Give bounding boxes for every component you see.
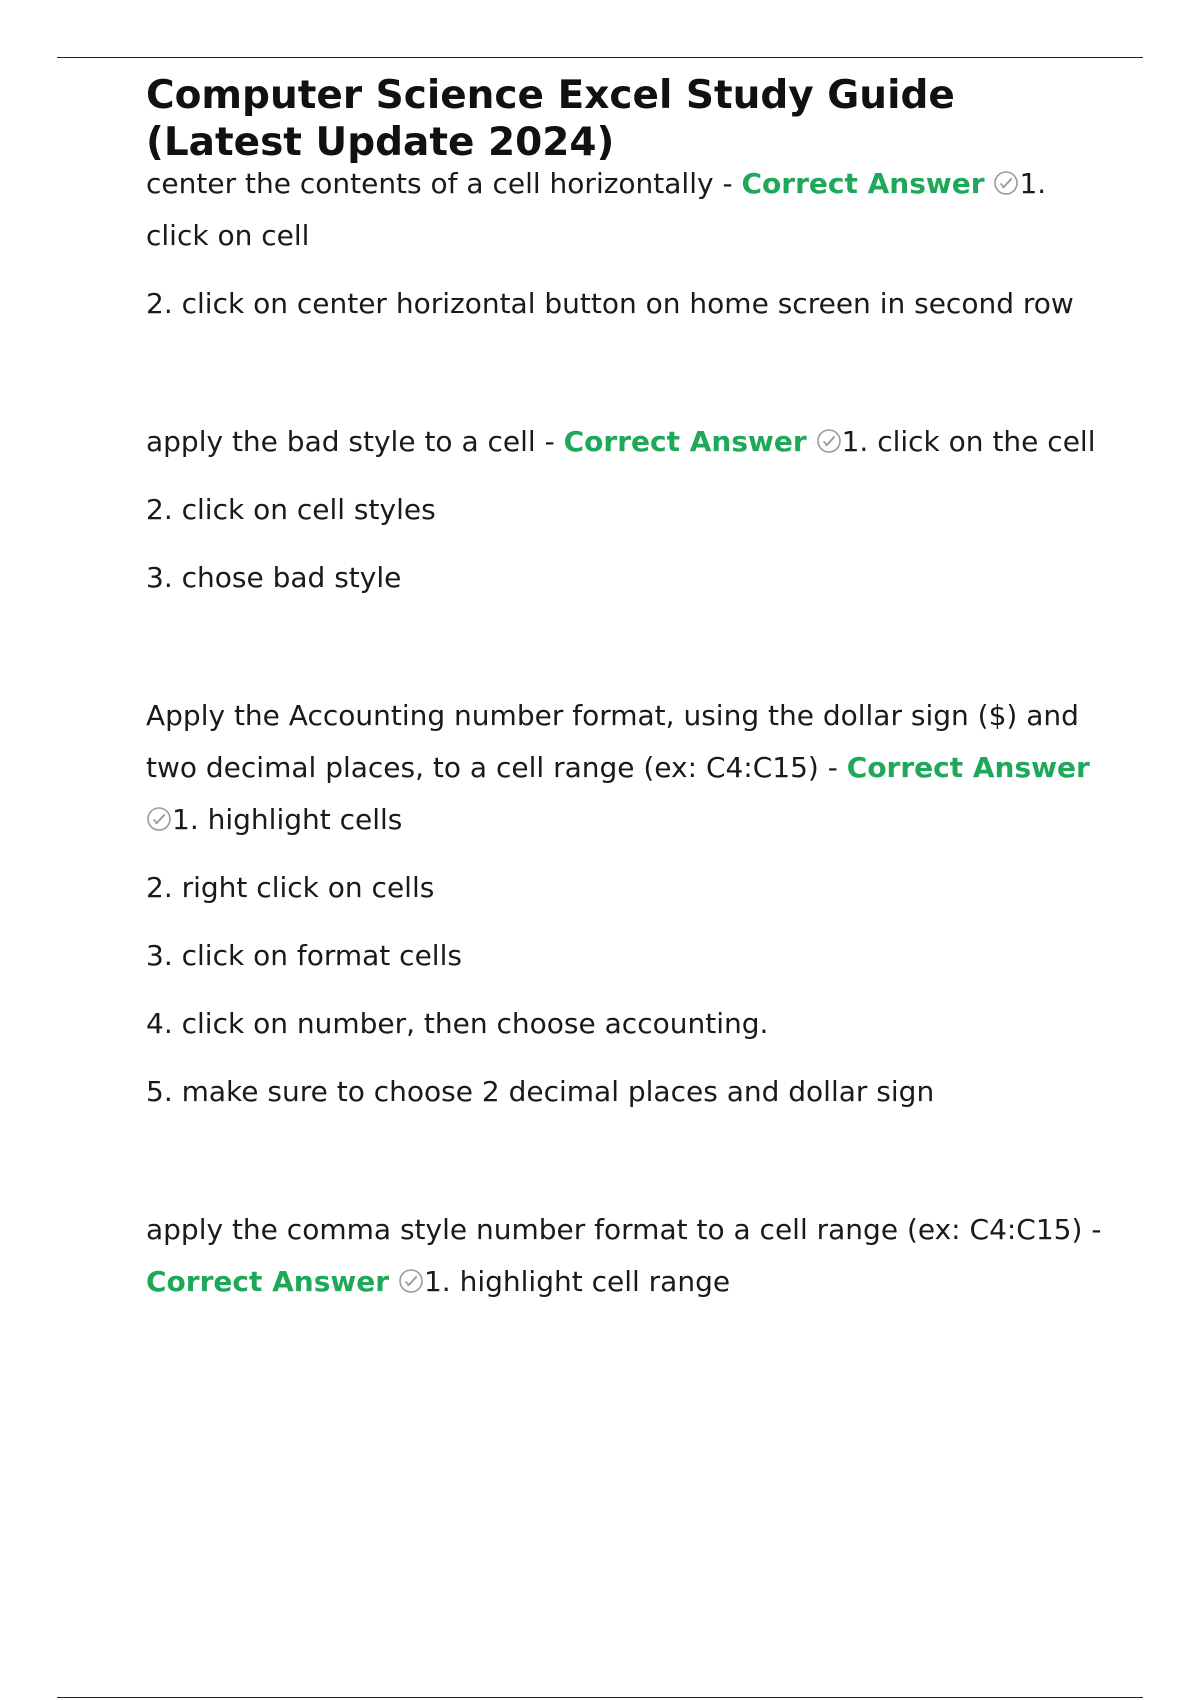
top-rule — [57, 57, 1143, 58]
question-text: apply the comma style number format to a cell range (ex: C4:C15) - — [146, 1213, 1102, 1246]
question-text: center the contents of a cell horizontally - — [146, 167, 733, 200]
page-title: Computer Science Excel Study Guide (Latest Update 2024) — [146, 73, 955, 165]
question-line — [146, 1204, 1106, 1308]
check-circle-icon — [816, 428, 842, 454]
answer-step: 1. click on the cell — [841, 425, 1096, 458]
question-line — [146, 690, 1106, 846]
correct-answer-label: Correct Answer — [741, 167, 985, 200]
question-line — [146, 158, 1106, 262]
correct-answer-label: Correct Answer — [146, 1265, 390, 1298]
answer-step: 3. chose bad style — [146, 561, 402, 594]
check-circle-icon — [993, 170, 1019, 196]
check-circle-icon — [398, 1268, 424, 1294]
qa-entry — [146, 416, 1106, 604]
check-circle-icon — [146, 806, 172, 832]
question-text: apply the bad style to a cell - — [146, 425, 555, 458]
correct-answer-label: Correct Answer — [563, 425, 807, 458]
answer-step: 2. right click on cells — [146, 871, 435, 904]
answer-step: 1. highlight cells — [172, 803, 403, 836]
answer-step: 2. click on center horizontal button on home screen in second row — [146, 287, 1074, 320]
qa-entry — [146, 690, 1106, 1118]
answer-step: 5. make sure to choose 2 decimal places and dollar sign — [146, 1075, 935, 1108]
question-text: Apply the Accounting number format, using the dollar sign ($) and two decimal places, to a cell range (ex: C4:C15) - — [146, 699, 1079, 784]
answer-step: 1. highlight cell range — [423, 1265, 731, 1298]
spacer — [146, 346, 1106, 416]
document-body — [146, 72, 1106, 1324]
spacer — [146, 620, 1106, 690]
answer-step: 1. click on cell — [146, 167, 1047, 252]
answer-step: 2. click on cell styles — [146, 493, 436, 526]
qa-entry — [146, 158, 1106, 330]
answer-step: 3. click on format cells — [146, 939, 462, 972]
bottom-rule — [57, 1697, 1143, 1698]
answer-step: 4. click on number, then choose accounting. — [146, 1007, 769, 1040]
qa-entry — [146, 1204, 1106, 1308]
correct-answer-label: Correct Answer — [846, 751, 1090, 784]
spacer — [146, 1134, 1106, 1204]
question-line — [146, 416, 1106, 468]
